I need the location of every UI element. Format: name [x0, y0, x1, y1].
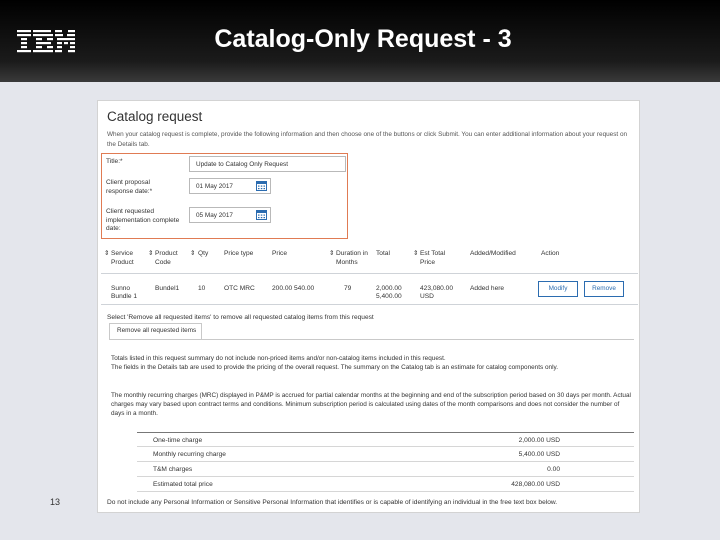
- col-qty[interactable]: Qty: [198, 250, 209, 257]
- proposal-date-input[interactable]: 01 May 2017: [189, 178, 271, 194]
- summary-label: T&M charges: [153, 466, 193, 473]
- cell-qty: 10: [198, 285, 206, 292]
- title-input[interactable]: Update to Catalog Only Request: [189, 156, 346, 172]
- sort-icon[interactable]: ⇕: [104, 250, 110, 257]
- note-line-3: The monthly recurring charges (MRC) displayed in P&MP is accrued for partial calendar months at the beginning and end of the subscription period based on 30 days per month. Actual charges may vary based upon contract terms and conditions. Minimum subscription period is calculated using dates of the month comparisons and does not consider the number of days in a month.: [111, 392, 631, 417]
- catalog-title: Catalog request: [107, 109, 203, 124]
- summary-value: 2,000.00 USD: [518, 437, 560, 444]
- modify-button[interactable]: Modify: [538, 281, 578, 297]
- sort-icon[interactable]: ⇕: [413, 250, 419, 257]
- slide-header: [0, 0, 720, 82]
- cell-service: Sunno Bundle 1: [111, 285, 138, 300]
- summary-value: 0.00: [547, 466, 560, 473]
- col-duration[interactable]: Duration in Months: [336, 250, 368, 266]
- remove-button[interactable]: Remove: [584, 281, 624, 297]
- implementation-date-input[interactable]: 05 May 2017: [189, 207, 271, 223]
- calendar-icon[interactable]: [256, 210, 267, 220]
- note-line-2: The fields in the Details tab are used to provide the pricing of the overall request. The summary on the Catalog tab is an estimate for catalog components only.: [111, 364, 558, 371]
- implementation-date-label: Client requested implementation complete date:: [106, 208, 180, 232]
- col-service-product[interactable]: Service Product: [111, 250, 134, 266]
- slide-number: 13: [50, 497, 61, 507]
- calendar-icon[interactable]: [256, 181, 267, 191]
- col-price-type: Price type: [224, 250, 254, 257]
- note-line-1: Totals listed in this request summary do not include non-priced items and/or non-catalog items included in this request.: [111, 355, 446, 362]
- cell-duration: 79: [344, 285, 352, 292]
- title-label: Title:*: [106, 158, 123, 165]
- summary-table: [137, 432, 634, 492]
- col-price: Price: [272, 250, 288, 257]
- highlighted-form: [101, 153, 348, 239]
- summary-row: [137, 477, 634, 492]
- privacy-disclaimer: Do not include any Personal Information or Sensitive Personal Information that identifies or is capable of identifying an individual in the free text box below.: [107, 499, 558, 506]
- catalog-intro: When your catalog request is complete, provide the following information and then choose one of the buttons or click Submit. You can enter additional information about your request on the Details tab.: [107, 131, 628, 148]
- cell-est-total: 423,080.00 USD: [420, 285, 454, 300]
- summary-row: [137, 447, 634, 462]
- proposal-date-label: Client proposal response date:*: [106, 179, 153, 195]
- col-added-modified: Added/Modified: [470, 250, 516, 257]
- catalog-screenshot: [97, 100, 640, 513]
- col-product-code[interactable]: Product Code: [155, 250, 178, 266]
- summary-row: [137, 432, 634, 447]
- summary-label: Estimated total price: [153, 481, 213, 488]
- col-total: Total: [376, 250, 390, 257]
- cell-code: Bundel1: [155, 285, 180, 292]
- summary-row: [137, 462, 634, 477]
- summary-value: 5,400.00 USD: [518, 451, 560, 458]
- slide-title: Catalog-Only Request - 3: [214, 25, 512, 53]
- col-action: Action: [541, 250, 560, 257]
- sort-icon[interactable]: ⇕: [329, 250, 335, 257]
- cell-added: Added here: [470, 285, 505, 292]
- cell-price: 200.00 540.00: [272, 285, 315, 292]
- col-est-total[interactable]: Est Total Price: [420, 250, 446, 266]
- cell-total: 2,000.00 5,400.00: [376, 285, 402, 300]
- sort-icon[interactable]: ⇕: [148, 250, 154, 257]
- header-divider: [101, 273, 638, 274]
- tab-underline: [109, 339, 634, 340]
- summary-value: 428,080.00 USD: [511, 481, 560, 488]
- select-note: Select 'Remove all requested items' to remove all requested catalog items from this request: [107, 314, 374, 321]
- sort-icon[interactable]: ⇕: [190, 250, 196, 257]
- row-divider: [101, 304, 638, 305]
- summary-label: One-time charge: [153, 437, 203, 444]
- cell-price-type: OTC MRC: [224, 285, 255, 292]
- summary-label: Monthly recurring charge: [153, 451, 226, 458]
- remove-all-tab[interactable]: Remove all requested items: [109, 323, 202, 340]
